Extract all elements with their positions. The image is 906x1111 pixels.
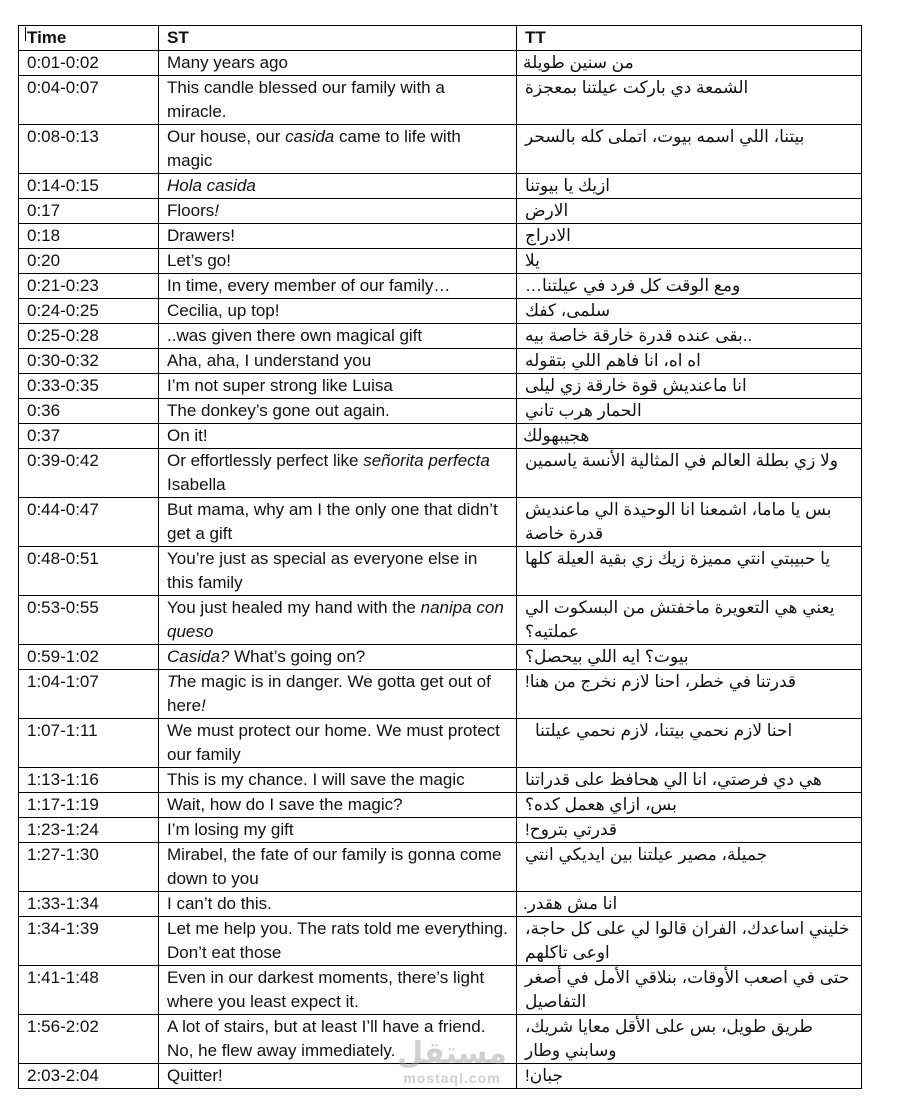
table-row [19,125,862,174]
source-text-segment: I’m losing my gift [167,820,294,839]
table-header-row [19,26,862,51]
source-text-segment: nanipa con queso [167,598,504,641]
cell-source-text [159,793,517,818]
table-row [19,917,862,966]
cell-time: 0:59-1:02 [19,645,159,670]
header-time: Time [19,26,159,51]
table-row [19,843,862,892]
table-row [19,498,862,547]
table-row [19,793,862,818]
source-text-segment: Many years ago [167,53,288,72]
cell-time: 0:17 [19,199,159,224]
source-text-segment: Mirabel, the fate of our family is gonna come down to you [167,845,502,888]
cell-target-text: الشمعة دي باركت عيلتنا بمعجزة [517,76,862,125]
cell-time: 0:25-0:28 [19,324,159,349]
source-text-segment: A lot of stairs, but at least I’ll have a friend. No, he flew away immediately. [167,1017,486,1060]
cell-target-text: ومع الوقت كل فرد في عيلتنا… [517,274,862,299]
cell-target-text: يلا [517,249,862,274]
cell-target-text: الادراج [517,224,862,249]
cell-target-text: الحمار هرب تاني [517,399,862,424]
cell-target-text: بس، ازاي هعمل كده؟ [517,793,862,818]
table-row [19,51,862,76]
cell-target-text: انا ماعنديش قوة خارقة زي ليلى [517,374,862,399]
cell-source-text [159,892,517,917]
cell-target-text: الارض [517,199,862,224]
cell-time: 2:03-2:04 [19,1064,159,1089]
source-text-segment: Wait, how do I save the magic? [167,795,403,814]
cell-time: 0:20 [19,249,159,274]
source-text-segment: This candle blessed our family with a miracle. [167,78,445,121]
source-text-segment: casida [285,127,335,146]
source-text-segment: Even in our darkest moments, there’s light where you least expect it. [167,968,485,1011]
cell-source-text [159,1064,517,1089]
cell-target-text: خليني اساعدك، الفران قالوا لي على كل حاجة، اوعى تاكلهم [517,917,862,966]
cell-target-text: ..بقى عنده قدرة خارقة خاصة بيه [517,324,862,349]
source-text-segment: In time, every member of our family… [167,276,451,295]
cell-time: 1:17-1:19 [19,793,159,818]
cell-target-text: اه اه، انا فاهم اللي بتقوله [517,349,862,374]
cell-source-text [159,966,517,1015]
table-row [19,596,862,645]
cell-source-text [159,399,517,424]
source-text-segment: You just healed my hand with the [167,598,421,617]
cell-source-text [159,547,517,596]
cell-target-text: هي دي فرصتي، انا الي هحافظ على قدراتنا [517,768,862,793]
source-text-segment: What’s going on? [229,647,366,666]
cell-source-text [159,670,517,719]
table-row [19,224,862,249]
source-text-segment: Cecilia, up top! [167,301,280,320]
table-row [19,174,862,199]
cell-target-text: بيوت؟ ايه اللي بيحصل؟ [517,645,862,670]
table-row [19,76,862,125]
table-row [19,449,862,498]
cell-source-text [159,424,517,449]
cell-source-text [159,1015,517,1064]
cell-source-text [159,768,517,793]
cell-source-text [159,498,517,547]
cell-target-text: ولا زي بطلة العالم في المثالية الأنسة ياسمين [517,449,862,498]
cell-source-text [159,199,517,224]
header-st: ST [159,26,517,51]
source-text-segment: Isabella [167,475,226,494]
table-row [19,818,862,843]
cell-source-text [159,374,517,399]
cell-time: 1:13-1:16 [19,768,159,793]
cell-time: 1:27-1:30 [19,843,159,892]
cell-target-text: طريق طويل، بس على الأقل معايا شريك، وسابني وطار [517,1015,862,1064]
source-text-segment: Drawers! [167,226,236,245]
source-text-segment: Quitter! [167,1066,223,1085]
cell-source-text [159,596,517,645]
cell-source-text [159,917,517,966]
cell-source-text [159,843,517,892]
cell-time: 1:41-1:48 [19,966,159,1015]
cell-target-text: جميلة، مصير عيلتنا بين ايديكي انتي [517,843,862,892]
table-row [19,645,862,670]
table-row [19,1015,862,1064]
cell-target-text: قدرتنا في خطر، احنا لازم نخرج من هنا! [517,670,862,719]
cell-time: 0:01-0:02 [19,51,159,76]
cell-time: 1:07-1:11 [19,719,159,768]
cell-time: 1:23-1:24 [19,818,159,843]
cell-time: 0:53-0:55 [19,596,159,645]
cell-time: 0:21-0:23 [19,274,159,299]
table-row [19,1064,862,1089]
cell-target-text: يعني هي التعويرة ماخفتش من البسكوت الي عملتيه؟ [517,596,862,645]
cell-source-text [159,51,517,76]
cell-target-text: بيتنا، اللي اسمه بيوت، اتملى كله بالسحر [517,125,862,174]
table-row [19,719,862,768]
source-text-segment: ! [201,696,206,715]
cell-time: 0:33-0:35 [19,374,159,399]
cell-source-text [159,274,517,299]
cell-time: 0:37 [19,424,159,449]
source-text-segment: The donkey’s gone out again. [167,401,390,420]
cell-source-text [159,249,517,274]
cell-time: 1:33-1:34 [19,892,159,917]
cell-time: 0:39-0:42 [19,449,159,498]
source-text-segment: ! [214,201,219,220]
cell-target-text: سلمى، كفك [517,299,862,324]
source-text-segment: But mama, why am I the only one that didn’t get a gift [167,500,498,543]
cell-target-text: بس يا ماما، اشمعنا انا الوحيدة الي ماعنديش قدرة خاصة [517,498,862,547]
source-text-segment: Floors [167,201,215,220]
table-row [19,374,862,399]
cell-time: 0:30-0:32 [19,349,159,374]
cell-target-text: قدرتي بتروح! [517,818,862,843]
source-text-segment: I can’t do this. [167,894,272,913]
cell-target-text: هجيبهولك [517,424,862,449]
cell-time: 0:48-0:51 [19,547,159,596]
source-text-segment: You’re just as special as everyone else in this family [167,549,478,592]
table-row [19,670,862,719]
table-row [19,299,862,324]
cell-time: 0:04-0:07 [19,76,159,125]
source-text-segment: señorita perfecta [363,451,490,470]
header-tt: TT [517,26,862,51]
cell-source-text [159,224,517,249]
source-text-segment: came to life with magic [167,127,461,170]
source-text-segment: he magic is in danger. We gotta get out of here [167,672,491,715]
cell-target-text: احنا لازم نحمي بيتنا، لازم نحمي عيلتنا [517,719,862,768]
source-text-segment: T [167,672,178,691]
cell-target-text: من سنين طويلة [517,51,862,76]
source-text-segment: Let’s go! [167,251,231,270]
subtitle-table [18,25,862,1089]
source-text-segment: I’m not super strong like Luisa [167,376,393,395]
table-row [19,324,862,349]
cell-time: 0:44-0:47 [19,498,159,547]
table-row [19,966,862,1015]
cell-target-text: يا حبيبتي انتي مميزة زيك زي بقية العيلة كلها [517,547,862,596]
source-text-segment: Casida? [167,647,230,666]
cell-time: 0:08-0:13 [19,125,159,174]
table-row [19,349,862,374]
source-text-segment: This is my chance. I will save the magic [167,770,465,789]
table-row [19,399,862,424]
source-text-segment: On it! [167,426,208,445]
cell-source-text [159,324,517,349]
cell-target-text: حتى في اصعب الأوقات، بنلاقي الأمل في أصغر التفاصيل [517,966,862,1015]
cell-time: 0:24-0:25 [19,299,159,324]
source-text-segment: Aha, aha, I understand you [167,351,372,370]
cell-source-text [159,449,517,498]
watermark-domain: mostaql.com [403,1070,501,1086]
watermark-arabic: مستقل [397,1037,507,1070]
cell-source-text [159,76,517,125]
cell-time: 0:18 [19,224,159,249]
source-text-segment: Our house, our [167,127,286,146]
table-row [19,768,862,793]
cell-source-text [159,349,517,374]
cell-time: 1:04-1:07 [19,670,159,719]
cell-time: 0:36 [19,399,159,424]
cell-time: 1:34-1:39 [19,917,159,966]
cell-source-text [159,645,517,670]
cell-target-text: جبان! [517,1064,862,1089]
table-row [19,199,862,224]
table-row [19,424,862,449]
source-text-segment: Or effortlessly perfect like [167,451,364,470]
cell-source-text [159,719,517,768]
cell-source-text [159,299,517,324]
cell-time: 1:56-2:02 [19,1015,159,1064]
cell-time: 0:14-0:15 [19,174,159,199]
table-row [19,547,862,596]
table-row [19,892,862,917]
source-text-segment: Let me help you. The rats told me everything. Don’t eat those [167,919,508,962]
source-text-segment: Hola casida [167,176,256,195]
cell-source-text [159,125,517,174]
source-text-segment: We must protect our home. We must protect our family [167,721,500,764]
cell-target-text: ازيك يا بيوتنا [517,174,862,199]
table-row [19,274,862,299]
table-row [19,249,862,274]
cell-target-text: انا مش هقدر. [517,892,862,917]
cell-source-text [159,818,517,843]
source-text-segment: ..was given there own magical gift [167,326,423,345]
cell-source-text [159,174,517,199]
